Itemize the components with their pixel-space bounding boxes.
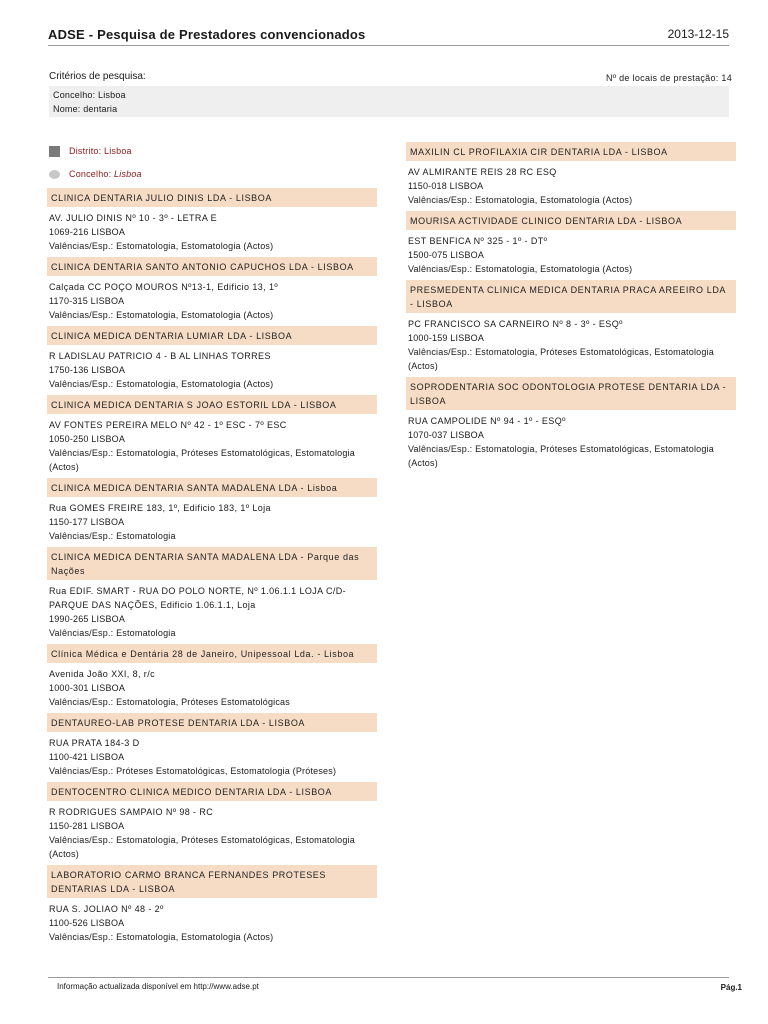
provider-specialties: Valências/Esp.: Estomatologia [49, 531, 176, 541]
provider-postal-code: 1990-265 LISBOA [49, 614, 126, 624]
provider-details [47, 898, 377, 947]
provider-name: CLINICA MEDICA DENTARIA S JOAO ESTORIL LDA - LISBOA [47, 395, 377, 414]
provider-postal-code: 1750-136 LISBOA [49, 365, 126, 375]
provider-specialties: Valências/Esp.: Estomatologia, Próteses Estomatológicas [49, 697, 290, 707]
provider-list-right [406, 142, 736, 473]
provider-entry [47, 782, 377, 864]
provider-entry [47, 188, 377, 256]
provider-name: CLINICA MEDICA DENTARIA SANTA MADALENA LDA - Parque das Nações [47, 547, 377, 580]
provider-address: EST BENFICA Nº 325 - 1º - DTº [408, 236, 548, 246]
provider-specialties: Valências/Esp.: Estomatologia, Próteses Estomatológicas, Estomatologia (Actos) [408, 347, 714, 371]
district-heading [47, 142, 377, 165]
page-number: Pág.1 [720, 983, 742, 992]
provider-address: AV ALMIRANTE REIS 28 RC ESQ [408, 167, 557, 177]
provider-details [47, 497, 377, 546]
concelho-label [69, 169, 142, 179]
provider-specialties: Valências/Esp.: Estomatologia, Estomatologia (Actos) [49, 932, 274, 942]
provider-address: RUA PRATA 184-3 D [49, 738, 140, 748]
provider-address: Rua GOMES FREIRE 183, 1º, Edificio 183, 1º Loja [49, 503, 271, 513]
provider-specialties: Valências/Esp.: Estomatologia, Estomatologia (Actos) [408, 195, 633, 205]
provider-postal-code: 1000-301 LISBOA [49, 683, 126, 693]
provider-entry [47, 257, 377, 325]
provider-postal-code: 1100-526 LISBOA [49, 918, 125, 928]
provider-postal-code: 1000-159 LISBOA [408, 333, 485, 343]
provider-postal-code: 1150-177 LISBOA [49, 517, 125, 527]
provider-details [406, 313, 736, 376]
provider-name: MAXILIN CL PROFILAXIA CIR DENTARIA LDA - LISBOA [406, 142, 736, 161]
provider-specialties: Valências/Esp.: Estomatologia, Estomatologia (Actos) [408, 264, 633, 274]
provider-postal-code: 1500-075 LISBOA [408, 250, 485, 260]
concelho-value: Lisboa [114, 169, 142, 179]
provider-entry [47, 478, 377, 546]
provider-entry [47, 326, 377, 394]
provider-entry [47, 644, 377, 712]
page-title: ADSE - Pesquisa de Prestadores convencionados [48, 27, 366, 42]
provider-address: AV FONTES PEREIRA MELO Nº 42 - 1º ESC - 7º ESC [49, 420, 287, 430]
provider-entry [47, 395, 377, 477]
provider-entry [406, 211, 736, 279]
provider-address: Calçada CC POÇO MOUROS Nº13-1, Edificio 13, 1º [49, 282, 279, 292]
provider-postal-code: 1050-250 LISBOA [49, 434, 126, 444]
concelho-heading [47, 165, 377, 188]
provider-postal-code: 1170-315 LISBOA [49, 296, 125, 306]
provider-entry [406, 142, 736, 210]
provider-entry [406, 377, 736, 473]
provider-address: PC FRANCISCO SA CARNEIRO Nº 8 - 3º - ESQº [408, 319, 623, 329]
provider-postal-code: 1150-281 LISBOA [49, 821, 125, 831]
provider-name: CLINICA MEDICA DENTARIA SANTA MADALENA LDA - Lisboa [47, 478, 377, 497]
provider-postal-code: 1150-018 LISBOA [408, 181, 484, 191]
criteria-nome: Nome: dentaria [53, 104, 118, 114]
district-label: Distrito: Lisboa [69, 146, 132, 156]
right-column [406, 142, 736, 474]
provider-name: MOURISA ACTIVIDADE CLINICO DENTARIA LDA - LISBOA [406, 211, 736, 230]
provider-postal-code: 1100-421 LISBOA [49, 752, 125, 762]
provider-address: Avenida João XXI, 8, r/c [49, 669, 155, 679]
report-date: 2013-12-15 [667, 27, 729, 41]
provider-postal-code: 1070-037 LISBOA [408, 430, 485, 440]
circle-bullet-icon [49, 170, 60, 179]
provider-specialties: Valências/Esp.: Próteses Estomatológicas, Estomatologia (Próteses) [49, 766, 337, 776]
provider-specialties: Valências/Esp.: Estomatologia, Estomatologia (Actos) [49, 241, 274, 251]
provider-specialties: Valências/Esp.: Estomatologia, Estomatologia (Actos) [49, 310, 274, 320]
provider-name: SOPRODENTARIA SOC ODONTOLOGIA PROTESE DENTARIA LDA - LISBOA [406, 377, 736, 410]
footer-divider [48, 977, 729, 978]
provider-name: CLINICA MEDICA DENTARIA LUMIAR LDA - LISBOA [47, 326, 377, 345]
provider-entry [406, 280, 736, 376]
provider-specialties: Valências/Esp.: Estomatologia, Estomatologia (Actos) [49, 379, 274, 389]
square-bullet-icon [49, 146, 60, 157]
provider-details [47, 732, 377, 781]
provider-address: R LADISLAU PATRICIO 4 - B AL LINHAS TORRES [49, 351, 271, 361]
provider-address: Rua EDIF. SMART - RUA DO POLO NORTE, Nº 1.06.1.1 LOJA C/D- PARQUE DAS NAÇÕES, Edificio 1.06.1.1, Loja [49, 586, 347, 610]
provider-details [47, 414, 377, 477]
provider-details [406, 161, 736, 210]
criteria-label: Critérios de pesquisa: [49, 71, 146, 82]
criteria-box [49, 86, 729, 117]
provider-name: PRESMEDENTA CLINICA MEDICA DENTARIA PRACA AREEIRO LDA - LISBOA [406, 280, 736, 313]
provider-name: CLINICA DENTARIA SANTO ANTONIO CAPUCHOS LDA - LISBOA [47, 257, 377, 276]
provider-name: LABORATORIO CARMO BRANCA FERNANDES PROTESES DENTARIAS LDA - LISBOA [47, 865, 377, 898]
provider-specialties: Valências/Esp.: Estomatologia [49, 628, 176, 638]
provider-specialties: Valências/Esp.: Estomatologia, Próteses Estomatológicas, Estomatologia (Actos) [49, 835, 355, 859]
provider-address: R RODRIGUES SAMPAIO Nº 98 - RC [49, 807, 214, 817]
provider-entry [47, 713, 377, 781]
provider-specialties: Valências/Esp.: Estomatologia, Próteses Estomatológicas, Estomatologia (Actos) [408, 444, 714, 468]
provider-address: RUA S. JOLIAO Nº 48 - 2º [49, 904, 164, 914]
provider-details [47, 801, 377, 864]
page-header [48, 25, 729, 46]
provider-details [406, 410, 736, 473]
provider-list-left [47, 188, 377, 947]
criteria-concelho: Concelho: Lisboa [53, 90, 126, 100]
provider-details [406, 230, 736, 279]
provider-details [47, 276, 377, 325]
provider-name: DENTAUREO-LAB PROTESE DENTARIA LDA - LISBOA [47, 713, 377, 732]
provider-postal-code: 1069-216 LISBOA [49, 227, 126, 237]
locations-count: Nº de locais de prestação: 14 [605, 73, 732, 83]
provider-details [47, 663, 377, 712]
provider-address: AV. JULIO DINIS Nº 10 - 3º - LETRA E [49, 213, 218, 223]
provider-entry [47, 547, 377, 643]
provider-details [47, 580, 377, 643]
concelho-prefix: Concelho: [69, 169, 115, 179]
provider-details [47, 345, 377, 394]
provider-name: CLINICA DENTARIA JULIO DINIS LDA - LISBOA [47, 188, 377, 207]
left-column [47, 142, 377, 948]
provider-specialties: Valências/Esp.: Estomatologia, Próteses Estomatológicas, Estomatologia (Actos) [49, 448, 355, 472]
footer-info: Informação actualizada disponível em http://www.adse.pt [57, 982, 259, 991]
provider-name: DENTOCENTRO CLINICA MEDICO DENTARIA LDA - LISBOA [47, 782, 377, 801]
provider-name: Clínica Médica e Dentária 28 de Janeiro, Unipessoal Lda. - Lisboa [47, 644, 377, 663]
provider-address: RUA CAMPOLIDE Nº 94 - 1º - ESQº [408, 416, 566, 426]
provider-details [47, 207, 377, 256]
provider-entry [47, 865, 377, 947]
